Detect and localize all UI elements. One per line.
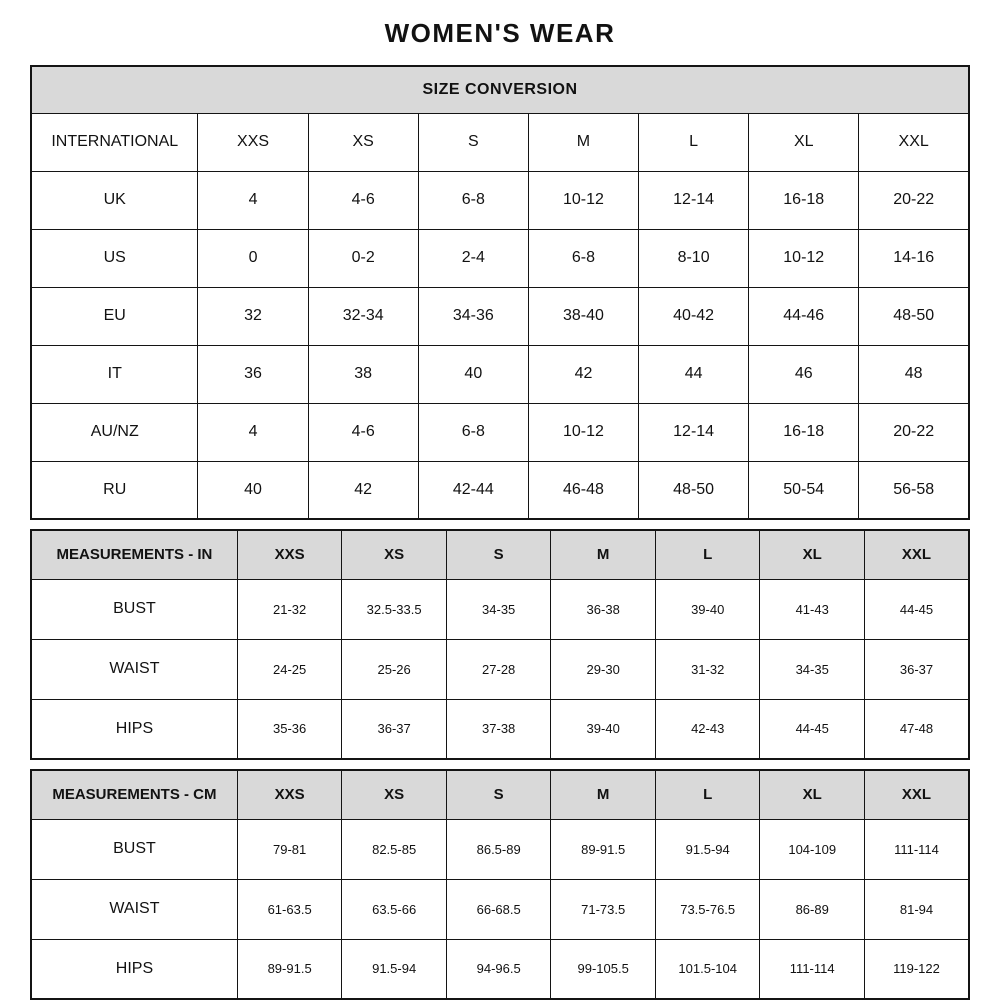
cell: 36-38 <box>551 579 656 639</box>
cell: 14-16 <box>859 229 969 287</box>
cell: 32.5-33.5 <box>342 579 447 639</box>
cell: 12-14 <box>639 403 749 461</box>
cell: 20-22 <box>859 171 969 229</box>
row-label: IT <box>31 345 198 403</box>
cell: 32 <box>198 287 308 345</box>
cell: 82.5-85 <box>342 819 447 879</box>
cell: 10-12 <box>749 229 859 287</box>
cell: 66-68.5 <box>446 879 551 939</box>
cell: 6-8 <box>418 171 528 229</box>
measurements-in-table <box>30 529 970 760</box>
table-row <box>31 939 969 999</box>
cell: 40 <box>418 345 528 403</box>
cell: 94-96.5 <box>446 939 551 999</box>
column-header: XXL <box>864 530 969 579</box>
cell: 0-2 <box>308 229 418 287</box>
cell: 44-46 <box>749 287 859 345</box>
table-title-row <box>31 66 969 113</box>
cell: 44-45 <box>864 579 969 639</box>
cell: 16-18 <box>749 171 859 229</box>
column-header: XS <box>308 113 418 171</box>
cell: 111-114 <box>760 939 865 999</box>
table-row <box>31 639 969 699</box>
table-row <box>31 171 969 229</box>
column-header: XXS <box>198 113 308 171</box>
row-label: AU/NZ <box>31 403 198 461</box>
row-header-label: INTERNATIONAL <box>31 113 198 171</box>
cell: 32-34 <box>308 287 418 345</box>
cell: 29-30 <box>551 639 656 699</box>
column-header: M <box>551 770 656 819</box>
cell: 36-37 <box>864 639 969 699</box>
cell: 21-32 <box>237 579 342 639</box>
cell: 73.5-76.5 <box>655 879 760 939</box>
cell: 99-105.5 <box>551 939 656 999</box>
cell: 2-4 <box>418 229 528 287</box>
column-header: M <box>551 530 656 579</box>
table-header-row <box>31 770 969 819</box>
column-header: XL <box>760 770 865 819</box>
cell: 56-58 <box>859 461 969 519</box>
table-row <box>31 879 969 939</box>
cell: 42 <box>528 345 638 403</box>
cell: 91.5-94 <box>655 819 760 879</box>
cell: 63.5-66 <box>342 879 447 939</box>
row-label: WAIST <box>31 639 237 699</box>
cell: 31-32 <box>655 639 760 699</box>
table-row <box>31 345 969 403</box>
table-row <box>31 819 969 879</box>
row-label: BUST <box>31 579 237 639</box>
cell: 20-22 <box>859 403 969 461</box>
cell: 6-8 <box>528 229 638 287</box>
cell: 48 <box>859 345 969 403</box>
row-label: WAIST <box>31 879 237 939</box>
table-row <box>31 699 969 759</box>
cell: 89-91.5 <box>551 819 656 879</box>
table-header-row <box>31 113 969 171</box>
size-conversion-title: SIZE CONVERSION <box>31 66 969 113</box>
cell: 4 <box>198 403 308 461</box>
cell: 39-40 <box>655 579 760 639</box>
row-label: US <box>31 229 198 287</box>
cell: 35-36 <box>237 699 342 759</box>
row-label: HIPS <box>31 939 237 999</box>
row-label: RU <box>31 461 198 519</box>
cell: 27-28 <box>446 639 551 699</box>
column-header: S <box>446 770 551 819</box>
cell: 38-40 <box>528 287 638 345</box>
row-label: BUST <box>31 819 237 879</box>
cell: 16-18 <box>749 403 859 461</box>
cell: 6-8 <box>418 403 528 461</box>
cell: 111-114 <box>864 819 969 879</box>
row-label: EU <box>31 287 198 345</box>
cell: 79-81 <box>237 819 342 879</box>
cell: 4 <box>198 171 308 229</box>
cell: 34-36 <box>418 287 528 345</box>
column-header: S <box>418 113 528 171</box>
table-header-row <box>31 530 969 579</box>
cell: 48-50 <box>639 461 749 519</box>
column-header: XL <box>760 530 865 579</box>
cell: 47-48 <box>864 699 969 759</box>
cell: 4-6 <box>308 171 418 229</box>
cell: 25-26 <box>342 639 447 699</box>
cell: 86-89 <box>760 879 865 939</box>
cell: 10-12 <box>528 403 638 461</box>
table-row <box>31 403 969 461</box>
size-conversion-table <box>30 65 970 520</box>
cell: 46 <box>749 345 859 403</box>
cell: 61-63.5 <box>237 879 342 939</box>
cell: 41-43 <box>760 579 865 639</box>
column-header: XL <box>749 113 859 171</box>
page-title: WOMEN'S WEAR <box>384 18 616 48</box>
cell: 39-40 <box>551 699 656 759</box>
column-header: L <box>655 530 760 579</box>
cell: 71-73.5 <box>551 879 656 939</box>
cell: 46-48 <box>528 461 638 519</box>
measurements-cm-table <box>30 769 970 1000</box>
cell: 10-12 <box>528 171 638 229</box>
cell: 38 <box>308 345 418 403</box>
cell: 34-35 <box>760 639 865 699</box>
row-label: HIPS <box>31 699 237 759</box>
cell: 0 <box>198 229 308 287</box>
cell: 42 <box>308 461 418 519</box>
measurements-in-title: MEASUREMENTS - IN <box>31 530 237 579</box>
cell: 91.5-94 <box>342 939 447 999</box>
cell: 36-37 <box>342 699 447 759</box>
cell: 48-50 <box>859 287 969 345</box>
table-row <box>31 461 969 519</box>
cell: 86.5-89 <box>446 819 551 879</box>
column-header: L <box>655 770 760 819</box>
cell: 40 <box>198 461 308 519</box>
table-row <box>31 579 969 639</box>
cell: 8-10 <box>639 229 749 287</box>
column-header: XXS <box>237 530 342 579</box>
cell: 4-6 <box>308 403 418 461</box>
cell: 42-44 <box>418 461 528 519</box>
table-row <box>31 229 969 287</box>
cell: 12-14 <box>639 171 749 229</box>
column-header: XXS <box>237 770 342 819</box>
cell: 89-91.5 <box>237 939 342 999</box>
cell: 34-35 <box>446 579 551 639</box>
measurements-cm-title: MEASUREMENTS - CM <box>31 770 237 819</box>
cell: 119-122 <box>864 939 969 999</box>
cell: 36 <box>198 345 308 403</box>
column-header: XXL <box>859 113 969 171</box>
column-header: S <box>446 530 551 579</box>
column-header: M <box>528 113 638 171</box>
cell: 50-54 <box>749 461 859 519</box>
table-row <box>31 287 969 345</box>
cell: 81-94 <box>864 879 969 939</box>
cell: 40-42 <box>639 287 749 345</box>
cell: 44 <box>639 345 749 403</box>
cell: 44-45 <box>760 699 865 759</box>
cell: 24-25 <box>237 639 342 699</box>
column-header: XS <box>342 770 447 819</box>
cell: 42-43 <box>655 699 760 759</box>
cell: 37-38 <box>446 699 551 759</box>
cell: 101.5-104 <box>655 939 760 999</box>
column-header: XS <box>342 530 447 579</box>
column-header: L <box>639 113 749 171</box>
column-header: XXL <box>864 770 969 819</box>
row-label: UK <box>31 171 198 229</box>
cell: 104-109 <box>760 819 865 879</box>
